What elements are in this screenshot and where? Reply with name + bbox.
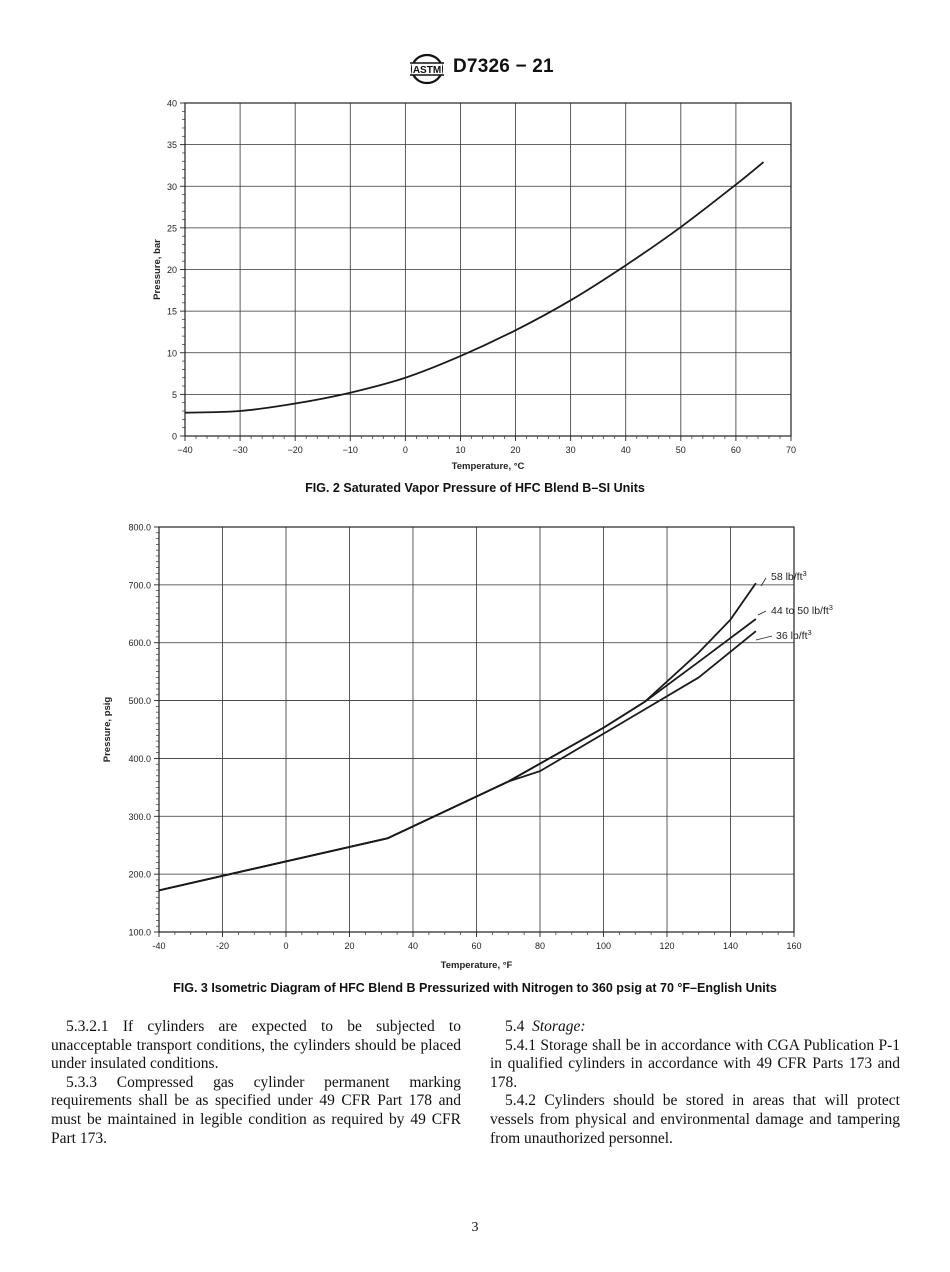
x-tick-label: 60 — [471, 941, 482, 951]
series-line-1 — [185, 162, 763, 413]
y-tick-label: 35 — [166, 140, 177, 151]
x-tick-label: −30 — [232, 445, 248, 455]
x-tick-label: 80 — [534, 941, 546, 951]
y-tick-label: 0 — [171, 431, 177, 442]
y-axis-title: Pressure, bar — [152, 239, 163, 300]
x-tick-label: 0 — [283, 941, 289, 951]
x-tick-label: 10 — [455, 445, 466, 455]
figure-3-caption: FIG. 3 Isometric Diagram of HFC Blend B Pressurized with Nitrogen to 360 psig at 70 °F–English Units — [173, 981, 777, 995]
paragraph-5-3-3: 5.3.3 Compressed gas cylinder permanent marking requirements shall be as specified under 49 CFR Part 178 and must be maintained in legible condition as required by 49 CFR Part 173. — [51, 1073, 461, 1147]
series-line-2 — [159, 619, 756, 890]
x-tick-label: 50 — [675, 445, 686, 455]
x-tick-label: 100 — [595, 941, 612, 951]
paragraph-5-4-1: 5.4.1 Storage shall be in accordance with CGA Publication P-1 in qualified cylinders in accordance with 49 CFR Parts 173 and 178. — [490, 1036, 900, 1091]
paragraph-5-4-2: 5.4.2 Cylinders should be stored in areas that will protect vessels from physical and environmental damage and tampering from unauthorized personnel. — [490, 1092, 900, 1147]
logo-text: ASTM — [412, 65, 442, 76]
series-line-1 — [159, 583, 756, 890]
x-tick-label: −20 — [287, 445, 303, 455]
series-label: 58 $lb/ft^3$ — [771, 569, 807, 583]
page-header — [0, 52, 950, 86]
x-tick-label: 60 — [730, 445, 741, 455]
series-line-3 — [159, 631, 756, 890]
y-tick-label: 300.0 — [128, 811, 151, 822]
series-leader-line — [758, 611, 766, 615]
x-tick-label: -20 — [215, 941, 230, 951]
y-tick-label: 600.0 — [128, 638, 151, 649]
x-tick-label: 40 — [407, 941, 419, 951]
y-tick-label: 200.0 — [128, 869, 151, 880]
y-tick-label: 15 — [166, 306, 177, 317]
x-tick-label: 40 — [620, 445, 631, 455]
figure-3-chart — [0, 515, 950, 977]
paragraph-5-4 — [490, 1018, 900, 1037]
x-tick-label: 160 — [786, 941, 802, 951]
x-tick-label: -40 — [152, 941, 166, 951]
y-tick-label: 500.0 — [128, 696, 151, 707]
series-label: 44 to 50 $lb/ft^3$ — [771, 603, 833, 617]
y-tick-label: 10 — [166, 348, 177, 359]
x-tick-label: 30 — [565, 445, 576, 455]
y-tick-label: 30 — [166, 181, 177, 192]
page-number: 3 — [471, 1220, 479, 1235]
y-tick-label: 5 — [171, 389, 177, 400]
section-title: Storage: — [532, 1018, 586, 1035]
document-number: D7326 − 21 — [453, 56, 554, 77]
y-tick-label: 700.0 — [128, 580, 151, 591]
body-column-left — [51, 1018, 461, 1148]
x-tick-label: −10 — [342, 445, 358, 455]
x-tick-label: 0 — [402, 445, 408, 455]
x-tick-label: 70 — [785, 445, 797, 455]
x-axis-title: Temperature, °F — [440, 960, 513, 971]
y-tick-label: 25 — [166, 223, 177, 234]
y-axis-title: Pressure, psig — [102, 696, 113, 763]
section-number: 5.4 — [505, 1018, 525, 1035]
paragraph-5-3-2-1: 5.3.2.1 If cylinders are expected to be subjected to unacceptable transport conditions, the cylinders should be placed under insulated conditions. — [51, 1018, 461, 1073]
x-tick-label: 120 — [659, 941, 675, 951]
figure-2-chart — [0, 95, 950, 485]
astm-logo — [407, 52, 447, 86]
series-leader-line — [756, 636, 772, 640]
x-tick-label: 140 — [722, 941, 739, 951]
y-tick-label: 100.0 — [128, 927, 151, 938]
figure-2-caption: FIG. 2 Saturated Vapor Pressure of HFC Blend B–SI Units — [305, 481, 645, 495]
y-tick-label: 20 — [166, 265, 177, 275]
x-tick-label: −40 — [177, 445, 193, 455]
body-column-right — [490, 1018, 900, 1148]
x-tick-label: 20 — [344, 941, 355, 951]
y-tick-label: 800.0 — [128, 522, 151, 533]
x-axis-title: Temperature, °C — [451, 461, 525, 472]
y-tick-label: 400.0 — [128, 753, 151, 764]
y-tick-label: 40 — [166, 98, 177, 109]
x-tick-label: 20 — [510, 445, 521, 455]
series-label: 36 $lb/ft^3$ — [776, 628, 812, 642]
